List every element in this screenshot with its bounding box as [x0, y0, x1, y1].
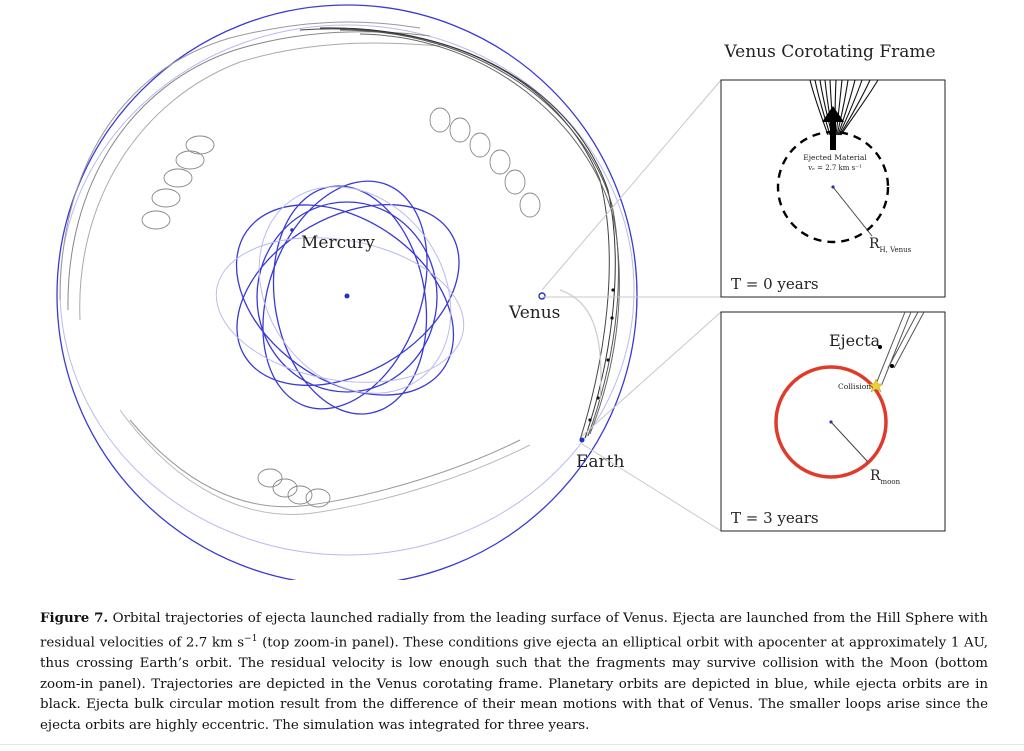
mercury-label: Mercury	[301, 233, 375, 253]
inner-planet-orbits-faint	[205, 149, 490, 430]
zoom-connector-lines	[542, 80, 721, 531]
ejecta-loops	[142, 108, 540, 507]
caption-text-part1: Orbital trajectories of ejecta launched radially from the leading surface of Venus. Ejecta are launched from the Hill Sphere with residual velocities of 2.7 km s	[40, 611, 988, 651]
figure-number: Figure 7.	[40, 610, 109, 626]
earth-orbit	[57, 5, 637, 580]
mercury-dot	[290, 228, 294, 232]
hill-radius-subscript: H, Venus	[879, 246, 912, 254]
t0-label: T = 0 years	[731, 275, 819, 293]
t3-label: T = 3 years	[731, 509, 819, 527]
ejecta-label: Ejecta	[829, 331, 881, 350]
moon-radius-symbol: R	[870, 468, 881, 484]
sun-dot	[345, 294, 350, 299]
earth-dot	[580, 438, 585, 443]
page-divider	[0, 744, 1024, 745]
bottom-zoom-panel	[721, 312, 945, 531]
collision-label: Collision	[838, 382, 872, 391]
figure-caption	[40, 608, 988, 736]
ejecta-trajectories	[60, 22, 619, 514]
caption-text-part2: (top zoom-in panel). These conditions give ejecta an elliptical orbit with apocenter at approximately 1 AU, thus crossing Earth’s orbit. The residual velocity is low enough such that the fragments may survive collision with the Moon (bottom zoom-in panel). Trajectories are depicted in the Venus corotating frame. Planetary orbits are depicted in blue, while ejecta orbits are in black. Ejecta bulk circular motion result from the difference of their mean motions with that of Venus. The smaller loops arise since the ejecta orbits are highly eccentric. The simulation was integrated for three years.	[40, 635, 988, 733]
ejected-material-label: Ejected Material	[803, 153, 867, 162]
venus-dot	[539, 293, 545, 299]
ejection-velocity-label: vₑ = 2.7 km s⁻¹	[808, 164, 862, 172]
moon-radius-subscript: moon	[880, 478, 901, 486]
caption-superscript: −1	[244, 634, 258, 645]
top-zoom-panel	[721, 80, 945, 297]
earth-label: Earth	[576, 452, 625, 472]
ejecta-dot-2	[890, 364, 894, 368]
corotating-frame-title: Venus Corotating Frame	[724, 42, 936, 62]
hill-radius-symbol: R	[869, 236, 880, 252]
venus-label: Venus	[509, 303, 561, 323]
